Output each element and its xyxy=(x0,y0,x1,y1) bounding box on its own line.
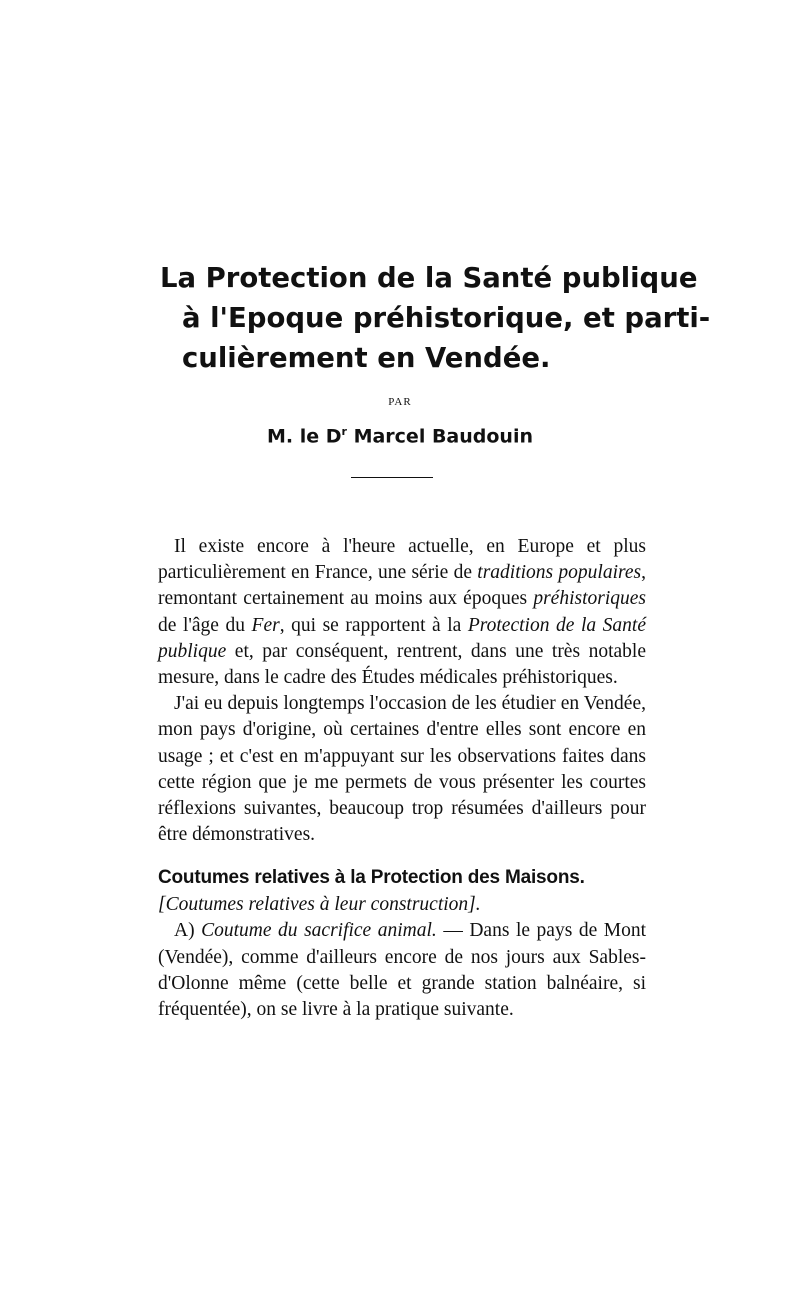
p1-text-4: , qui se rapportent à la xyxy=(279,614,468,636)
title-line-3: culièrement en Vendée. xyxy=(182,342,551,374)
p1-italic-3: Fer xyxy=(251,614,280,636)
section-subheading xyxy=(158,892,646,918)
author-name: Marcel Baudouin xyxy=(346,425,533,448)
p1-text-1: Il existe encore à l'heure actuelle, en Europe et plus particulièrement en France, une série de xyxy=(158,536,646,584)
title-line-1: La Protection de la Santé publique xyxy=(160,262,698,294)
article-title xyxy=(160,258,711,378)
author-title-sup: r xyxy=(341,425,347,438)
author-line xyxy=(0,425,800,447)
p1-italic-2: préhistoriques xyxy=(533,588,646,610)
paragraph-1 xyxy=(158,534,646,691)
p1-text-5: et, par conséquent, rentrent, dans une très notable mesure, dans le cadre des Études médicales préhistoriques. xyxy=(158,640,646,689)
title-divider xyxy=(351,477,433,478)
p3-text-1: — Dans le pays de Mont (Vendée), comme d'ailleurs encore de nos jours aux Sables-d'Olonne même (cette belle et grande station balnéaire, si fréquentée), on se livre à la pratique suivante. xyxy=(158,920,647,1021)
byline-par: PAR xyxy=(388,396,412,408)
paragraph-3 xyxy=(158,918,646,1023)
title-line-2: à l'Epoque préhistorique, et parti- xyxy=(182,302,711,334)
p1-italic-1: traditions populaires xyxy=(477,562,642,584)
p1-italic-4: Protection de la Santé publique xyxy=(158,614,646,662)
sub-bracket-open: [ xyxy=(158,894,166,916)
section-heading: Coutumes relatives à la Protection des Maisons. xyxy=(158,867,585,889)
p1-text-2: , remontant certainement au moins aux époques xyxy=(158,562,646,610)
author-prefix: M. le D xyxy=(266,425,342,448)
sub-bracket-close: ]. xyxy=(468,894,481,916)
p3-italic-1: Coutume du sacrifice animal. xyxy=(201,920,437,942)
article-body xyxy=(158,534,646,1023)
p1-text-3: de l'âge du xyxy=(158,614,252,636)
sub-text: Coutumes relatives à leur construction xyxy=(165,894,469,916)
paragraph-2: J'ai eu depuis longtemps l'occasion de les étudier en Vendée, mon pays d'origine, où certaines d'entre elles sont encore en usage ; et c'est en m'appuyant sur les observations faites dans cette région que je me permets de vous présenter les courtes réflexions suivantes, beaucoup trop résumées d'ailleurs pour être démonstratives. xyxy=(158,693,646,846)
p3-label: A) xyxy=(174,920,202,942)
